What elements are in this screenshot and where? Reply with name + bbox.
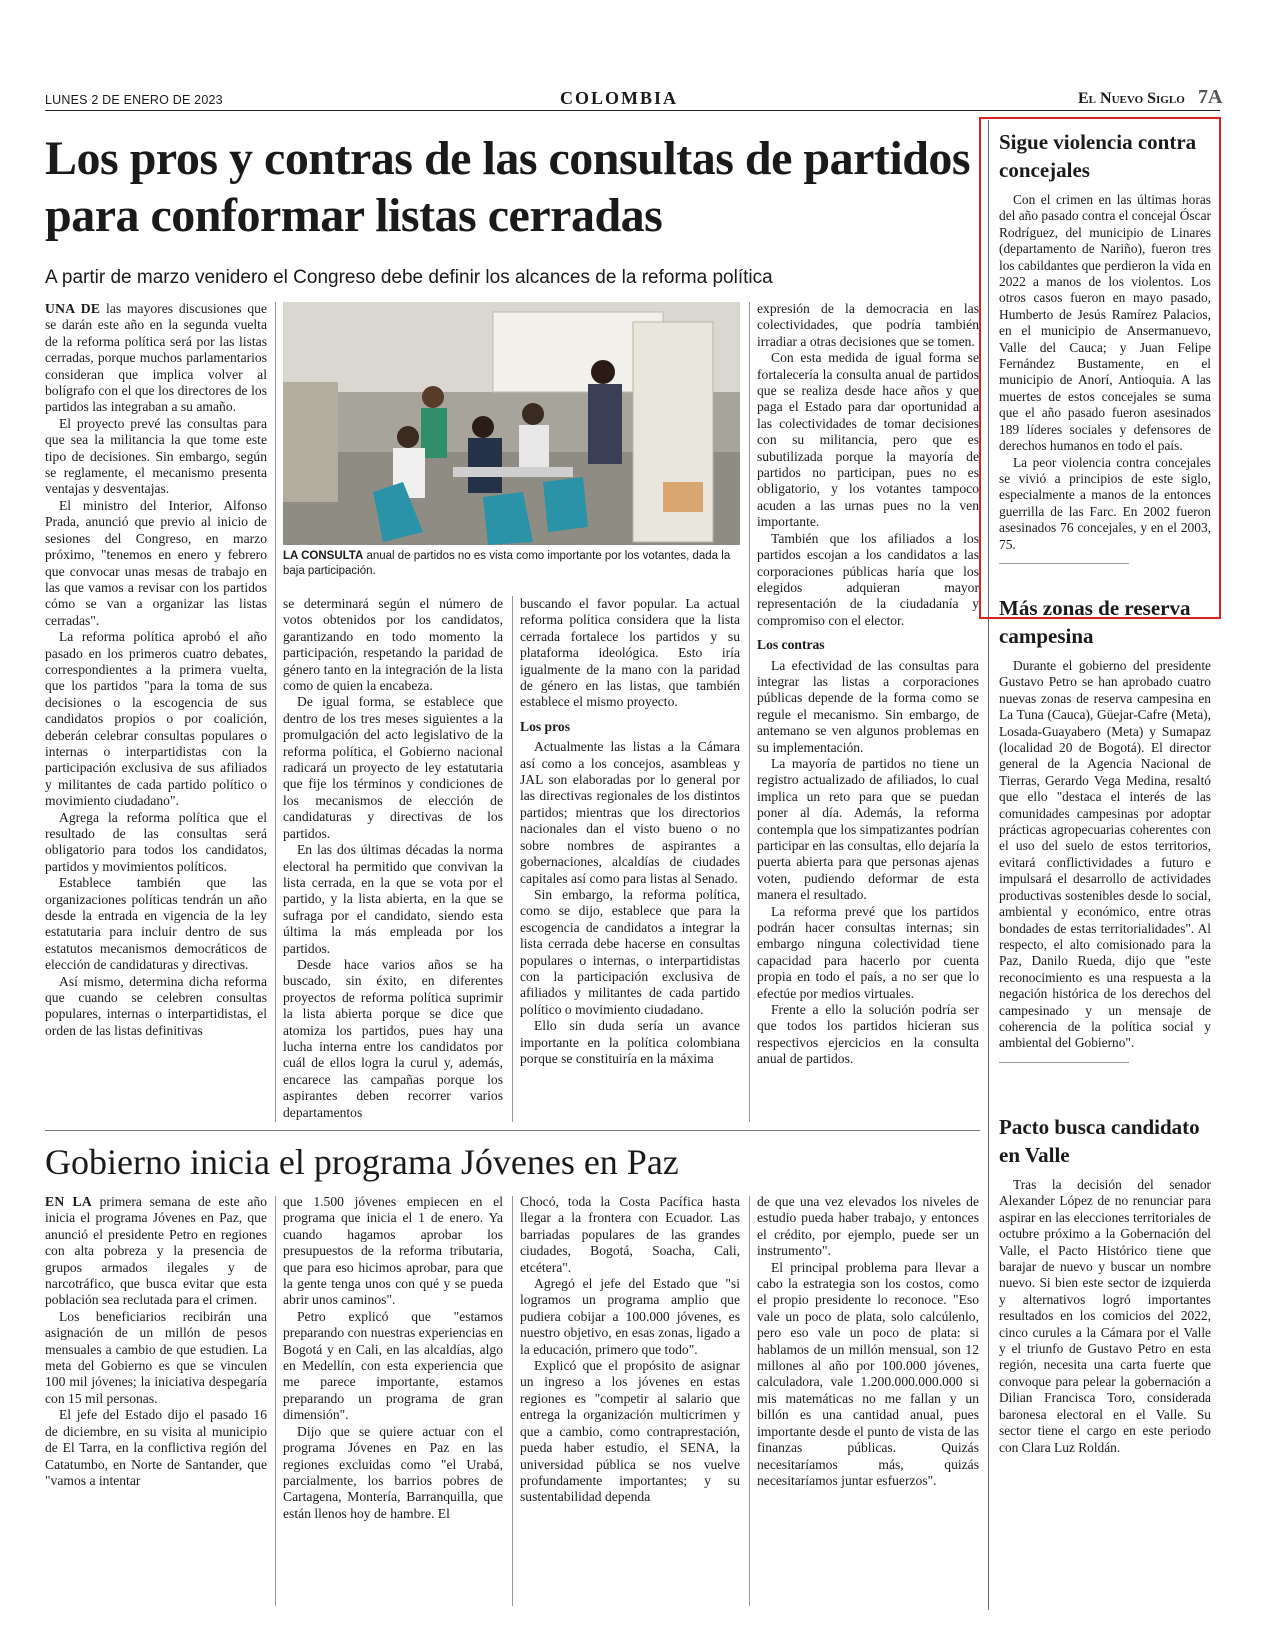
brief-divider [999,1062,1129,1063]
second-column-4 [757,1194,979,1489]
paragraph [45,301,267,416]
article-separator [45,1130,980,1131]
paragraph: El principal problema para llevar a cabo la estrategia son los costos, como el propio presidente lo reconoce. "Eso vale un poco de plata, solo calcúlenlo, pero eso vale un poco de plata: si hablamos de un millón mensual, son 12 millones al año por 100.000 jóvenes, calculadora, vale 1.200.000.000.000 si mis matemáticas no me fallan y un billón es una cantidad anual, pues importante desde el punto de vista de las finanzas públicas. Quizás necesitaríamos más, quizás necesitaríamos juntar esfuerzos". [757,1259,979,1488]
brief-headline: Pacto busca candidato en Valle [999,1115,1200,1167]
paragraph: Durante el gobierno del presidente Gustavo Petro se han aprobado cuatro nuevas zonas de reserva campesina en La Tuna (Cauca), Güejar-Cafre (Meta), Losada-Guayabero (Meta) y Sumapaz (localidad 20 de Bogotá). El director general de la Agencia Nacional de Tierras, Gerardo Vega Medina, resaltó que ello "destaca el interés de las comunidades campesinas por adoptar prácticas agropecuarias coherentes con el uso del suelo de estos territorios, evitará conflictividades a futuro e impulsará el desarrollo de actividades productivas sostenibles desde lo social, ambiental y económico, entre otras bondades de estas territorialidades". Al respecto, el alto comisionado para la Paz, Danilo Rueda, dijo que "este reconocimiento es una respuesta a la negación histórica de los derechos del campesinado y un mensaje de coherencia de la política social y ambiental del Gobierno". [999,658,1211,1051]
paragraph: Ello sin duda sería un avance importante en la política colombiana porque se constituiría en la máxima [520,1018,740,1066]
page-number: 7A [1198,86,1223,108]
main-deck: A partir de marzo venidero el Congreso debe definir los alcances de la reforma política [45,267,773,288]
paragraph: De igual forma, se establece que dentro de los tres meses siguientes a la promulgación del acto legislativo de la reforma política, el Gobierno nacional radicará un proyecto de ley estatutaria que fije los términos y condiciones de los mecanismos de elección de candidaturas y directivas de los partidos. [283,694,503,841]
paragraph: Explicó que el propósito de asignar un ingreso a los jóvenes en estas regiones es "competir al salario que entrega la organización multicrimen y que a cambio, como contraprestación, pueda haber estudio, el SENA, la universidad pública se nos vuelve profundamente importantes; y su sustentabilidad dependa [520,1358,740,1505]
paragraph: Petro explicó que "estamos preparando con nuestras experiencias en Bogotá y en Cali, en las alcaldías, algo en Medellín, con esta experiencia que me parece importante, estamos preparando un programa de gran dimensión". [283,1308,503,1423]
second-column-3 [520,1194,740,1506]
paragraph: Actualmente las listas a la Cámara así como a los concejos, asambleas y JAL son elaboradas por lo general por las directivas regionales de los distintos partidos; mientras que los directorios nacionales dan el visto bueno o no sobre nombres de aspirantes a gobernaciones, alcaldías de ciudades capitales así como para listas al Senado. [520,739,740,886]
lead-in: UNA DE [45,301,101,316]
paragraph: Así mismo, determina dicha reforma que cuando se celebren consultas populares, internas o interpartidistas, el orden de las listas definitivas [45,973,267,1038]
paragraph: buscando el favor popular. La actual reforma política considera que la lista cerrada fortalece los partidos y su plataforma ideológica. Esto iría igualmente de la mano con la paridad de género en las listas, que también establece el mismo proyecto. [520,596,740,710]
paper-name: El Nuevo Siglo [1078,90,1185,107]
paragraph: El ministro del Interior, Alfonso Prada, anunció que previo al inicio de sesiones del Congreso, en marzo próximo, "tenemos en enero y febrero que convocar unas mesas de trabajo en las que vamos a revisar con los partidos cómo se van a organizar las listas cerradas". [45,497,267,628]
sidebar-brief [999,1113,1211,1456]
paragraph-text: las mayores discusiones que se darán este año en la segunda vuelta de la reforma política será por las listas cerradas, porque muchos parlamentarios consideran que implica volver al bolígrafo con el que los directores de los partidos las integraban a su amaño. [45,301,267,415]
main-column-4 [757,301,979,1068]
paragraph: Con esta medida de igual forma se fortalecería la consulta anual de partidos que se realiza desde hace años y que paga el Estado para dar oportunidad a las colectividades de tomar decisiones con su militancia, pero que es subutilizada porque la mayoría de partidos no participan, pues no es obligatorio, y los votantes tampoco acuden a las urnas pues no la ven importante. [757,350,979,530]
sidebar-brief [999,594,1211,1063]
issue-date: LUNES 2 DE ENERO DE 2023 [45,93,223,107]
paragraph [45,1194,267,1309]
paragraph: Chocó, toda la Costa Pacífica hasta llegar a la frontera con Ecuador. Las barriadas populares de las grandes ciudades, Bogotá, Soacha, Cali, etcétera". [520,1194,740,1275]
paragraph: La peor violencia contra concejales se vivió a principios de este siglo, especialmente a manos de la entonces guerrilla de las Farc. En 2002 fueron asesinados 76 concejales, y en el 2003, 75. [999,454,1211,552]
paragraph: que 1.500 jóvenes empiecen en el programa que inicia el 1 de enero. Ya cuando hagamos aprobar los presupuestos de la reforma tributaria, que para eso hicimos aprobar, para que la gente tenga unos con qué y se pueda abrir unos caminos". [283,1194,503,1308]
brief-headline: Sigue violencia contra concejales [999,130,1197,182]
main-column-3 [520,596,740,1067]
column-rule [749,302,750,1122]
paragraph: Frente a ello la solución podría ser que todos los partidos hicieran sus respectivos ejercicios en la consulta anual de partidos. [757,1002,979,1067]
paragraph: La mayoría de partidos no tiene un registro actualizado de afiliados, lo cual implica un reto para que se puedan poner al día. Además, la reforma contempla que los simpatizantes podrían participar en las consultas, ello dejaría la puerta abierta para que personas ajenas voten, pudiendo deformar de esta manera el resultado. [757,755,979,903]
paragraph: El jefe del Estado dijo el pasado 16 de diciembre, en su visita al municipio de El Tarra, en la conflictiva región del Catatumbo, en Norte de Santander, que "vamos a intentar [45,1407,267,1488]
brief-divider [999,563,1129,564]
sidebar-brief [999,128,1211,564]
photo-caption [283,549,740,579]
column-rule [749,1196,750,1606]
paragraph: En las dos últimas décadas la norma electoral ha permitido que convivan la lista cerrada, en la que se vota por el partido, y la lista abierta, en la que se sufraga por el candidato, siendo esta última la más empleada por los partidos. [283,842,503,956]
column-rule [275,1196,276,1606]
column-rule [275,302,276,1122]
paragraph: La reforma prevé que los partidos podrán hacer consultas internas; sin embargo ninguna colectividad tiene capacidad para hacerlo por cuenta propia en todo el país, a no ser que lo efectúe por medios virtuales. [757,903,979,1001]
main-column-1 [45,301,267,1039]
photo-caption-lead: LA CONSULTA [283,550,364,562]
paragraph: Agrega la reforma política que el resultado de las consultas será obligatorio para todos los candidatos, partidos y movimientos políticos. [45,809,267,874]
article-photo [283,302,740,545]
section-title: COLOMBIA [560,88,679,108]
paragraph-text: primera semana de este año inicia el programa Jóvenes en Paz, que anunció el presidente Petro en regiones con alta pobreza y la presencia de grupos armados ilegales y de narcotráfico, que busca evitar que esta población sea reclutada para el crimen. [45,1194,267,1308]
column-rule [512,1196,513,1606]
lead-in: EN LA [45,1194,92,1209]
paragraph: La reforma política aprobó el año pasado en los primeros cuatro debates, correspondientes a la primera vuelta, que los partidos "para la toma de sus decisiones o la escogencia de sus candidatos propios o por coalición, deberán celebrar consultas populares o internas o interpartidistas con la participación exclusiva de sus afiliados y militantes de cada partido político o movimiento ciudadano". [45,629,267,809]
paragraph: Agregó el jefe del Estado que "si logramos un programa amplio que pudiera cobijar a 100.000 jóvenes, es nuestro objetivo, en esas zonas, ligado a la educación, primero que todo". [520,1276,740,1357]
subheading: Los contras [757,637,825,653]
paragraph: se determinará según el número de votos obtenidos por los candidatos, garantizando en todo momento la participación, respetando la paridad de género tanto en la integración de la lista como de quien la encabeza. [283,596,503,694]
main-headline: Los pros y contras de las consultas de partidos para conformar listas cerradas [45,132,971,242]
column-rule [512,596,513,1122]
paragraph: El proyecto prevé las consultas para que sea la militancia la que tome este tipo de decisiones. Sin embargo, según se reglamente, el mecanismo presenta ventajas y desventajas. [45,415,267,497]
second-headline: Gobierno inicia el programa Jóvenes en Paz [45,1142,679,1182]
paragraph: Los beneficiarios recibirán una asignación de un millón de pesos mensuales a cambio de que estudien. La meta del Gobierno es que se vinculen 100 mil jóvenes; la iniciativa despegaría con 15 mil personas. [45,1308,267,1406]
subheading: Los pros [520,718,570,734]
paragraph: expresión de la democracia en las colectividades, que podría también irradiar a otras decisiones que se tomen. [757,301,979,349]
paragraph: La efectividad de las consultas para integrar las listas a corporaciones públicas depende de la forma como se regule el mecanismo. Sin embargo, de antemano se ven algunos problemas en su implementación. [757,657,979,755]
second-column-1 [45,1194,267,1489]
main-column-2 [283,596,503,1121]
header-rule [45,110,1220,111]
paragraph: Dijo que se quiere actuar con el programa Jóvenes en Paz en las regiones excluidas como "el Urabá, parcialmente, los barrios pobres de Cartagena, Montería, Barranquilla, que están llenos hoy de hambre. El [283,1423,503,1521]
paragraph: Establece también que las organizaciones políticas tendrán un año desde la entrada en vigencia de la ley estatutaria para incluir dentro de sus estatutos mecanismos democráticos de elección de candidaturas y directivas. [45,875,267,973]
paragraph: Sin embargo, la reforma política, como se dijo, establece que para la escogencia de candidatos a integrar la lista cerrada debe hacerse en consultas populares o internas, o interpartidistas con la participación exclusiva de afiliados y militantes de cada partido político o movimiento ciudadano. [520,886,740,1017]
paragraph: Desde hace varios años se ha buscado, sin éxito, en diferentes proyectos de reforma política suprimir la lista abierta porque se dice que atomiza los partidos, pues hay una lucha interna entre los candidatos por cuál de ellos logra la curul y, además, encarece las campañas porque los aspirantes deben recorrer varios departamentos [283,956,503,1120]
photo-caption-text: anual de partidos no es vista como importante por los votantes, dada la baja participación. [283,550,731,577]
paragraph: Tras la decisión del senador Alexander López de no renunciar para aspirar en las elecciones territoriales de octubre próximo a la Gobernación del Valle, el Pacto Histórico tiene que barajar de nuevo y buscar un nombre nuevo. Si bien este sector de izquierda y alternativos logró importantes resultados en los comicios del 2022, cinco curules a la Cámara por el Valle y el triunfo de Gustavo Petro en esta región, necesita una carta fuerte que convoque para pelear la gobernación a Dilian Francisca Toro, considerada baronesa electoral en el Valle. Su sector tiene el cargo en este periodo con Clara Luz Roldán. [999,1177,1211,1455]
brief-headline: Más zonas de reserva campesina [999,596,1191,648]
paragraph: Con el crimen en las últimas horas del año pasado contra el concejal Óscar Rodríguez, del municipio de Linares (departamento de Nariño), fueron tres los cabildantes que perdieron la vida en 2022 a manos de los violentos. Los otros casos fueron en mayo pasado, Humberto de Jesús Ramírez Palacios, en el municipio de Ansermanuevo, Valle del Cauca; y Juan Felipe Fernández Bustamente, en el municipio de Anorí, Antioquia. A las muertes de estos concejales se suma que el año pasado fueron asesinados 189 líderes sociales y defensores de derechos humanos en todo el país. [999,192,1211,454]
paragraph: de que una vez elevados los niveles de estudio pueda haber trabajo, y entonces el crédito, por ejemplo, puede ser un instrumento". [757,1194,979,1259]
second-column-2 [283,1194,503,1522]
paragraph: También que los afiliados a los partidos escojan a los candidatos a las corporaciones públicas haría que los elegidos adquieran mayor representación de la ciudadanía y compromiso con el elector. [757,530,979,628]
